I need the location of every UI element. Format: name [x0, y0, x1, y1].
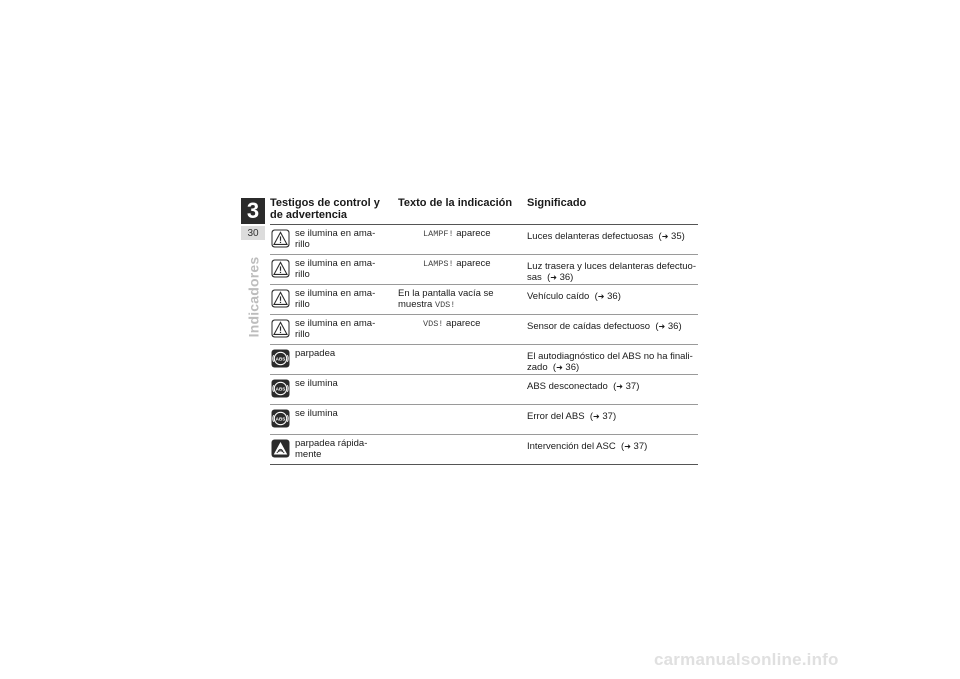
indicator-state: se ilumina en ama-rillo: [295, 288, 376, 310]
svg-text:ABS: ABS: [275, 356, 286, 362]
display-text-suffix: aparece: [453, 228, 491, 239]
chapter-side-title: [238, 242, 268, 352]
reference-arrow-icon: ➜: [556, 363, 563, 372]
table-row: [270, 255, 698, 285]
meaning-text: Luz trasera y luces delanteras defectuo-sas: [527, 261, 696, 283]
abs-icon: [271, 409, 290, 428]
indicator-state: parpadea: [295, 348, 336, 359]
meaning: [527, 411, 697, 422]
page-reference[interactable]: (➜ 36): [541, 272, 574, 283]
display-text: [398, 288, 498, 311]
table-row: [270, 375, 698, 405]
page-reference[interactable]: (➜ 35): [653, 231, 685, 242]
reference-arrow-icon: ➜: [597, 292, 605, 301]
abs-icon: [271, 349, 290, 368]
reference-page-number: 36: [667, 321, 679, 332]
header-indicator: Testigos de control y de advertencia: [270, 197, 380, 221]
display-text: [423, 318, 523, 330]
meaning-text: Luces delanteras defectuosas: [527, 231, 654, 242]
abs-icon: [271, 379, 290, 398]
warning-triangle-icon: [271, 229, 290, 248]
display-code: VDS!: [434, 300, 456, 310]
reference-page-number: 36: [565, 362, 576, 373]
display-code: LAMPS!: [423, 259, 454, 269]
page-reference[interactable]: (➜ 36): [547, 362, 580, 373]
meaning-text: Vehículo caído: [527, 291, 590, 302]
display-code: LAMPF!: [423, 229, 454, 239]
reference-arrow-icon: ➜: [658, 322, 666, 331]
reference-page-number: 36: [607, 291, 618, 302]
page-number: 30: [241, 226, 265, 240]
header-meaning: Significado: [527, 197, 587, 209]
page-reference[interactable]: (➜ 36): [650, 321, 682, 332]
watermark: carmanualsonline.info: [654, 650, 839, 669]
display-text: [423, 258, 523, 270]
indicator-state: se ilumina: [295, 408, 338, 419]
meaning-text: Intervención del ASC: [527, 441, 616, 452]
display-text-suffix: aparece: [453, 258, 491, 269]
warning-triangle-icon: [271, 289, 290, 308]
warning-triangle-icon: [271, 259, 290, 278]
indicator-state: se ilumina: [295, 378, 338, 389]
display-text-prefix: En la pantalla vacía se muestra: [398, 288, 494, 310]
meaning: [527, 321, 697, 332]
reference-arrow-icon: ➜: [624, 442, 631, 451]
indicator-state: se ilumina en ama-rillo: [295, 318, 376, 340]
meaning: [527, 261, 697, 283]
page-reference[interactable]: (➜ 37): [584, 411, 617, 422]
header-display-text: Texto de la indicación: [398, 197, 513, 209]
reference-arrow-icon: ➜: [550, 273, 557, 282]
meaning: [527, 441, 697, 452]
display-code: VDS!: [423, 319, 444, 329]
table-row: [270, 405, 698, 435]
page-reference[interactable]: (➜ 37): [607, 381, 640, 392]
meaning-text: El autodiagnóstico del ABS no ha finali-zado: [527, 351, 693, 373]
meaning: [527, 231, 697, 242]
meaning-text: Sensor de caídas defectuoso: [527, 321, 651, 332]
svg-text:ABS: ABS: [275, 416, 286, 422]
table-row: [270, 345, 698, 375]
warning-triangle-icon: [271, 319, 290, 338]
table-row: [270, 285, 698, 315]
reference-page-number: 35: [671, 231, 682, 242]
meaning-text: ABS desconectado: [527, 381, 608, 392]
svg-text:ABS: ABS: [275, 386, 286, 392]
reference-page-number: 37: [602, 411, 613, 422]
reference-arrow-icon: ➜: [616, 382, 623, 391]
reference-page-number: 36: [559, 272, 571, 283]
page-reference[interactable]: (➜ 37): [615, 441, 648, 452]
display-text: [423, 228, 523, 240]
meaning: [527, 291, 697, 302]
indicator-state: parpadea rápida-mente: [295, 438, 368, 460]
indicator-state: se ilumina en ama-rillo: [295, 228, 376, 250]
page-reference[interactable]: (➜ 36): [589, 291, 621, 302]
table-row: [270, 315, 698, 345]
table-row: [270, 225, 698, 255]
indicator-table: [270, 197, 698, 465]
table-header: [270, 197, 698, 225]
meaning: [527, 351, 697, 373]
meaning-text: Error del ABS: [527, 411, 585, 422]
indicator-state: se ilumina en ama-rillo: [295, 258, 376, 280]
reference-page-number: 37: [633, 441, 645, 452]
chapter-number: 3: [241, 198, 265, 224]
display-text-suffix: aparece: [443, 318, 481, 329]
meaning: [527, 381, 697, 392]
table-row: [270, 435, 698, 465]
chapter-title: Indicadores: [245, 256, 261, 338]
reference-arrow-icon: ➜: [593, 412, 600, 421]
asc-triangle-icon: [271, 439, 290, 458]
reference-page-number: 37: [625, 381, 637, 392]
reference-arrow-icon: ➜: [661, 232, 669, 241]
